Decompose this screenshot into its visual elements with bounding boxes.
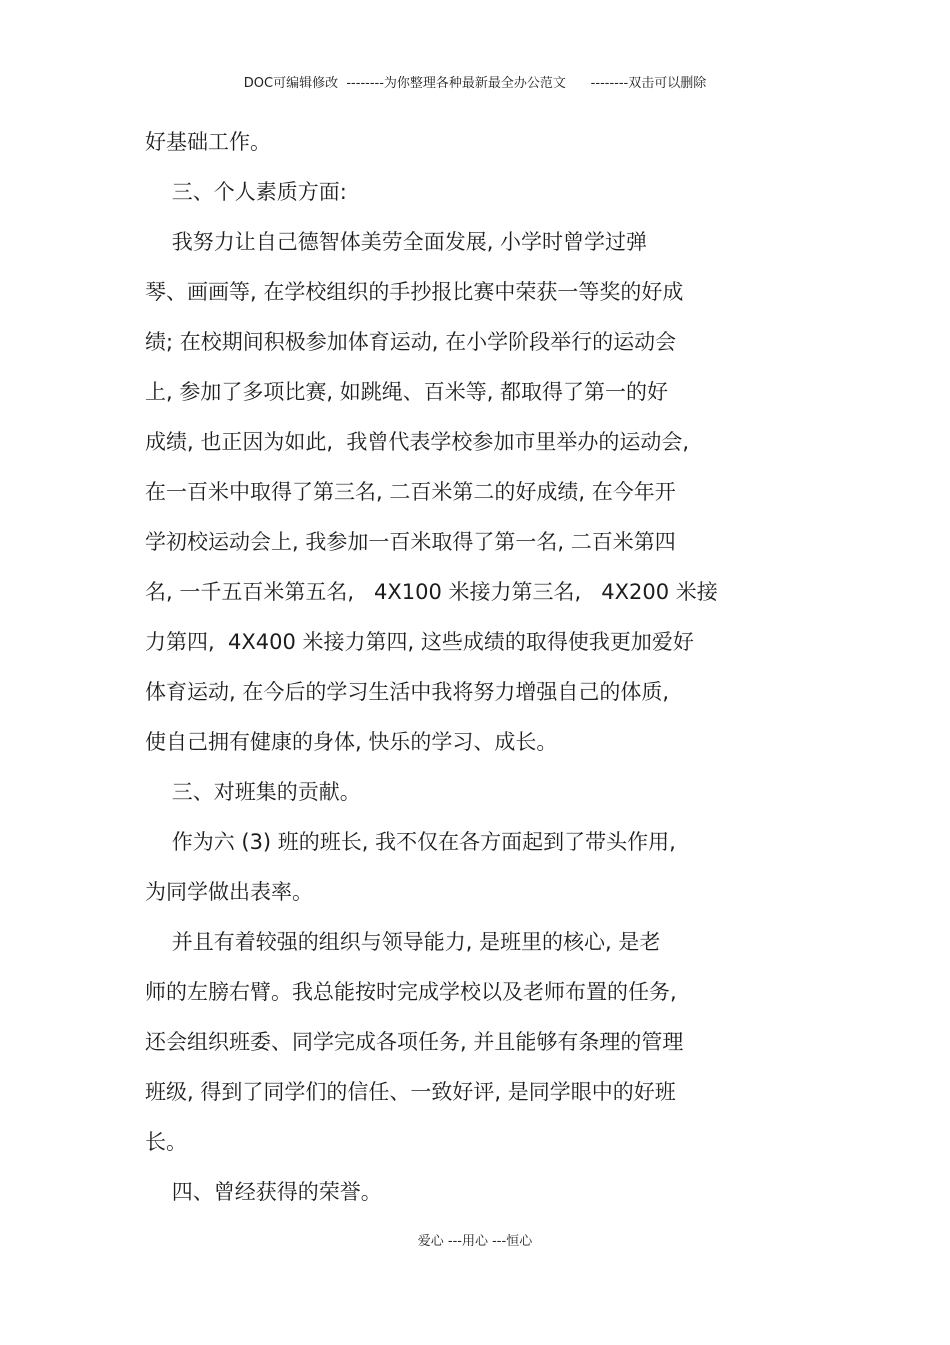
text-line: 名, 一千五百米第五名, 4X100 米接力第三名, 4X200 米接 [145, 580, 718, 604]
text-line: 上, 参加了多项比赛, 如跳绳、百米等, 都取得了第一的好 [145, 380, 669, 404]
section-heading: 三、对班集的贡献。 [145, 780, 361, 804]
text-line: 并且有着较强的组织与领导能力, 是班里的核心, 是老 [145, 930, 661, 954]
section-heading: 四、曾经获得的荣誉。 [145, 1180, 382, 1204]
text-line: 力第四, 4X400 米接力第四, 这些成绩的取得使我更加爱好 [145, 630, 694, 654]
text-line: 作为六 (3) 班的班长, 我不仅在各方面起到了带头作用, [145, 830, 676, 854]
text-line: 还会组织班委、同学完成各项任务, 并且能够有条理的管理 [145, 1030, 684, 1054]
text-line: 我努力让自己德智体美劳全面发展, 小学时曾学过弹 [145, 230, 648, 254]
text-line: 使自己拥有健康的身体, 快乐的学习、成长。 [145, 730, 558, 754]
page-footer: 爱心 ---用心 ---恒心 [417, 1234, 533, 1249]
text-line: 体育运动, 在今后的学习生活中我将努力增强自己的体质, [145, 680, 670, 704]
text-line: 绩; 在校期间积极参加体育运动, 在小学阶段举行的运动会 [145, 330, 677, 354]
text-line: 好基础工作。 [145, 130, 271, 154]
section-heading: 三、个人素质方面: [145, 180, 347, 204]
text-line: 成绩, 也正因为如此, 我曾代表学校参加市里举办的运动会, [145, 430, 690, 454]
text-line: 在一百米中取得了第三名, 二百米第二的好成绩, 在今年开 [145, 480, 676, 504]
text-line: 长。 [145, 1130, 187, 1154]
text-line: 琴、画画等, 在学校组织的手抄报比赛中荣获一等奖的好成 [145, 280, 684, 304]
text-line: 师的左膀右臂。我总能按时完成学校以及老师布置的任务, [145, 980, 677, 1004]
text-line: 学初校运动会上, 我参加一百米取得了第一名, 二百米第四 [145, 530, 676, 554]
page-header: DOC可编辑修改 --------为你整理各种最新最全办公范文 --------双击可以删除 [243, 76, 707, 91]
text-line: 为同学做出表率。 [145, 880, 313, 904]
text-line: 班级, 得到了同学们的信任、一致好评, 是同学眼中的好班 [145, 1080, 676, 1104]
document-body [145, 126, 825, 1226]
